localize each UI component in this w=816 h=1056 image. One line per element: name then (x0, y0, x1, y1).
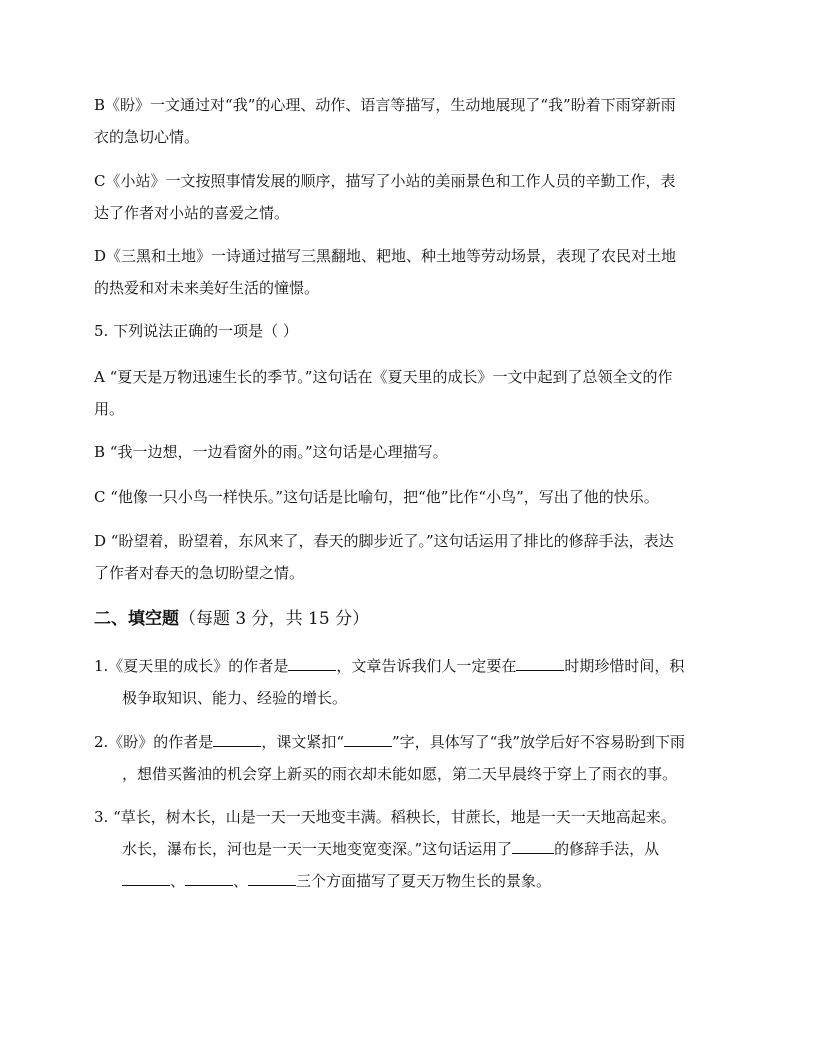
fill3-text-part3: 三个方面描写了夏天万物生长的景象。 (296, 872, 552, 890)
fill-question-2-line1 (94, 726, 726, 758)
fill1-text-part2: ，文章告诉我们人一定要在 (336, 657, 517, 675)
q5-option-a-line1: A “夏天是万物迅速生长的季节。”这句话在《夏天里的成长》一文中起到了总领全文的作 (94, 368, 673, 386)
fill1-text-part3: 时期珍惜时间，积 (564, 657, 685, 675)
answer-blank[interactable] (213, 732, 261, 747)
q4-option-d-line1: D《三黑和土地》一诗通过描写三黑翻地、耙地、种土地等劳动场景，表现了农民对土地 (94, 247, 677, 265)
fill-question-1 (94, 650, 726, 714)
fill3-text-part2: 的修辞手法，从 (554, 840, 660, 858)
section-heading (94, 603, 726, 635)
fill2-text-part2: ，课文紧扣“ (261, 733, 344, 751)
section-subtitle: （每题 3 分，共 15 分） (179, 609, 370, 629)
fill-question-3 (94, 801, 726, 897)
q5-option-c: C “他像一只小鸟一样快乐。”这句话是比喻句，把“他”比作“小鸟”，写出了他的快乐。 (94, 488, 659, 506)
q4-option-d (94, 240, 726, 304)
section-title: 二、填空题 (94, 609, 179, 629)
fill-question-2 (94, 726, 726, 790)
q5-option-a-line2: 用。 (94, 400, 125, 418)
answer-blank[interactable] (185, 871, 233, 886)
answer-blank[interactable] (516, 656, 564, 671)
fill-question-3-line1: 3. “草长，树木长，山是一天一天地变丰满。稻秧长，甘蔗长，地是一天一天地高起来。 (94, 808, 676, 826)
q5-option-b: B “我一边想，一边看窗外的雨。”这句话是心理描写。 (94, 443, 448, 461)
answer-blank[interactable] (512, 839, 554, 854)
answer-blank[interactable] (248, 871, 296, 886)
fill3-separator: 、 (170, 872, 186, 890)
q4-option-c (94, 165, 726, 229)
q5-stem: 5. 下列说法正确的一项是（ ） (94, 322, 298, 340)
q4-option-d-line2: 的热爱和对未来美好生活的憧憬。 (94, 279, 320, 297)
fill2-text-part1: 2.《盼》的作者是 (94, 733, 214, 751)
fill-question-3-line2 (94, 833, 726, 865)
q4-option-b (94, 89, 726, 153)
q4-option-b-line1: B《盼》一文通过对“我”的心理、动作、语言等描写，生动地展现了“我”盼着下雨穿新雨 (94, 96, 676, 114)
q5-option-d-line2: 了作者对春天的急切盼望之情。 (94, 564, 305, 582)
q5-option-a (94, 361, 726, 425)
fill-question-2-line2: ，想借买酱油的机会穿上新买的雨衣却未能如愿，第二天早晨终于穿上了雨衣的事。 (122, 765, 678, 783)
fill3-text-part1: 水长，瀑布长，河也是一天一天地变宽变深。”这句话运用了 (122, 840, 513, 858)
fill1-text-part1: 1.《夏天里的成长》的作者是 (94, 657, 289, 675)
fill-question-3-line3 (94, 865, 726, 897)
q4-option-b-line2: 衣的急切心情。 (94, 128, 200, 146)
fill-question-1-line2: 极争取知识、能力、经验的增长。 (122, 689, 348, 707)
answer-blank[interactable] (344, 732, 392, 747)
q4-option-c-line1: C《小站》一文按照事情发展的顺序，描写了小站的美丽景色和工作人员的辛勤工作，表 (94, 172, 676, 190)
answer-blank[interactable] (288, 656, 336, 671)
q5-option-d (94, 525, 726, 589)
fill3-separator: 、 (233, 872, 249, 890)
q5-option-d-line1: D “盼望着，盼望着，东风来了，春天的脚步近了。”这句话运用了排比的修辞手法，表达 (94, 532, 674, 550)
fill2-text-part3: ”字，具体写了“我”放学后好不容易盼到下雨 (391, 733, 685, 751)
fill-question-1-line1 (94, 650, 726, 682)
answer-blank[interactable] (122, 871, 170, 886)
q4-option-c-line2: 达了作者对小站的喜爱之情。 (94, 204, 290, 222)
